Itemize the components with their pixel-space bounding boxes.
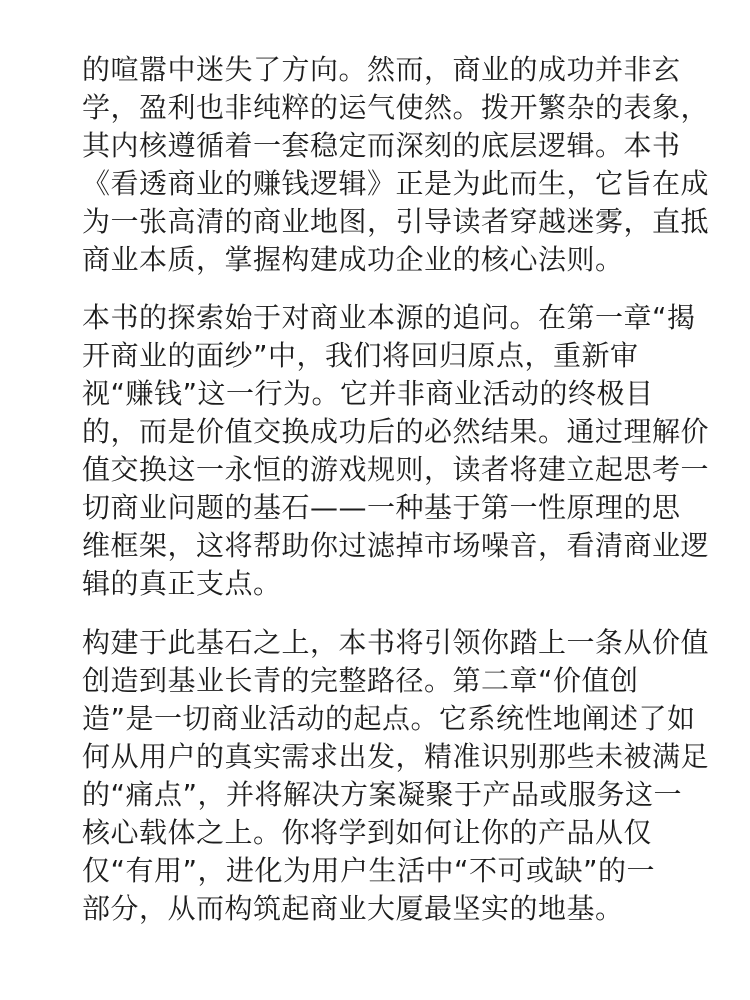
text-line: 辑的真正支点。 bbox=[82, 567, 282, 600]
text-line: 的喧嚣中迷失了方向。然而，商业的成功并非玄 bbox=[82, 53, 681, 86]
text-line: 核心载体之上。你将学到如何让你的产品从仅 bbox=[82, 816, 653, 849]
text-line: 的，而是价值交换成功后的必然结果。通过理解价 bbox=[82, 415, 710, 448]
text-line: 为一张高清的商业地图，引导读者穿越迷雾，直抵 bbox=[82, 205, 710, 238]
text-line: 的“痛点”，并将解决方案凝聚于产品或服务这一 bbox=[82, 778, 683, 811]
text-line: 何从用户的真实需求出发，精准识别那些未被满足 bbox=[82, 740, 710, 773]
text-line: 切商业问题的基石——一种基于第一性原理的思 bbox=[82, 491, 681, 524]
text-line: 构建于此基石之上，本书将引领你踏上一条从价值 bbox=[82, 626, 710, 659]
text-line: 其内核遵循着一套稳定而深刻的底层逻辑。本书 bbox=[82, 129, 681, 162]
text-line: 创造到基业长青的完整路径。第二章“价值创 bbox=[82, 664, 639, 697]
text-line: 本书的探索始于对商业本源的追问。在第一章“揭 bbox=[82, 301, 696, 334]
text-line: 仅“有用”，进化为用户生活中“不可或缺”的一 bbox=[82, 854, 656, 887]
text-line: 部分，从而构筑起商业大厦最坚实的地基。 bbox=[82, 892, 624, 925]
text-line: 开商业的面纱”中，我们将回归原点，重新审 bbox=[82, 339, 639, 372]
text-line: 学，盈利也非纯粹的运气使然。拨开繁杂的表象， bbox=[82, 91, 710, 124]
text-line: 值交换这一永恒的游戏规则，读者将建立起思考一 bbox=[82, 453, 710, 486]
text-line: 维框架，这将帮助你过滤掉市场噪音，看清商业逻 bbox=[82, 529, 710, 562]
text-line: 视“赚钱”这一行为。它并非商业活动的终极目 bbox=[82, 377, 654, 410]
text-line: 造”是一切商业活动的起点。它系统性地阐述了如 bbox=[82, 702, 696, 735]
text-line: 《看透商业的赚钱逻辑》正是为此而生，它旨在成 bbox=[82, 167, 710, 200]
text-line: 商业本质，掌握构建成功企业的核心法则。 bbox=[82, 243, 624, 276]
